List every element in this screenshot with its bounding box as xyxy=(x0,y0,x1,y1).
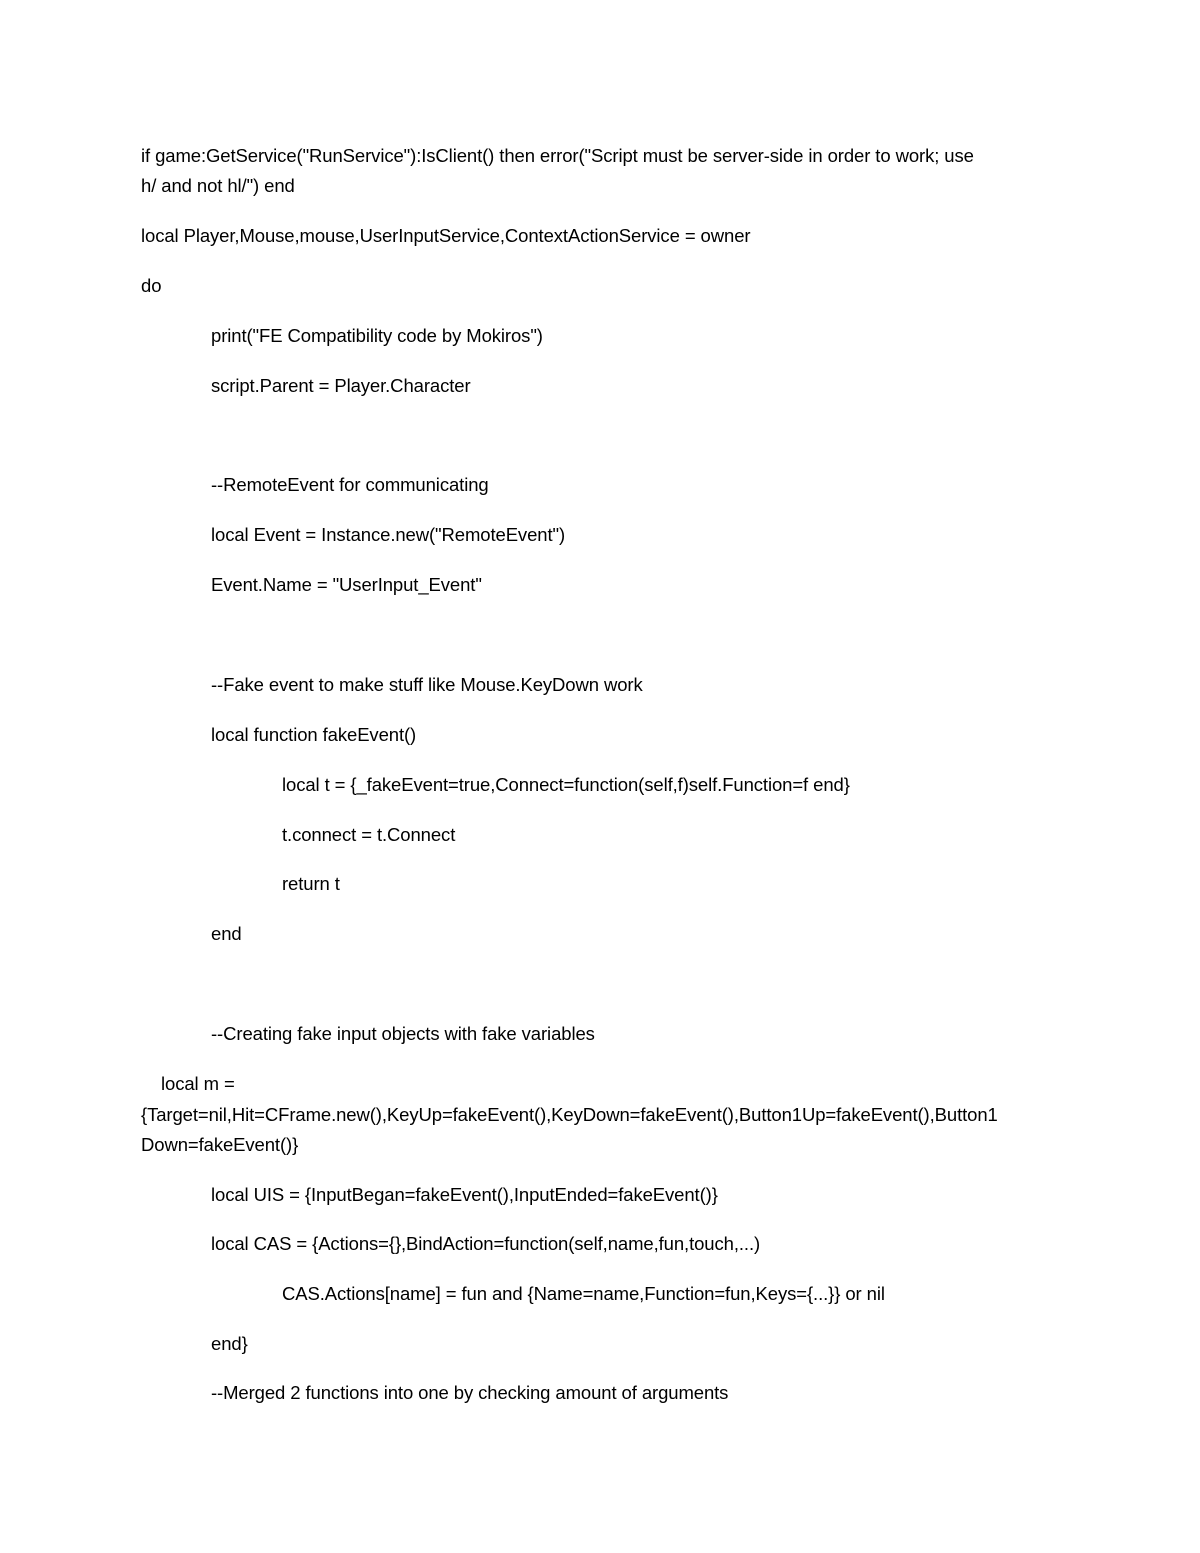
code-line: t.connect = t.Connect xyxy=(282,824,456,845)
code-comment: --Fake event to make stuff like Mouse.KeyDown work xyxy=(211,674,643,695)
code-line: local m = xyxy=(161,1073,235,1094)
code-line: script.Parent = Player.Character xyxy=(211,375,471,396)
code-line: local UIS = {InputBegan=fakeEvent(),InputEnded=fakeEvent()} xyxy=(211,1184,718,1205)
code-line: Event.Name = "UserInput_Event" xyxy=(211,574,482,595)
code-line: local function fakeEvent() xyxy=(211,724,417,745)
code-line: {Target=nil,Hit=CFrame.new(),KeyUp=fakeEvent(),KeyDown=fakeEvent(),Button1Up=fakeEvent(),Button1 xyxy=(141,1104,998,1125)
code-line: end xyxy=(211,923,242,944)
code-line: if game:GetService("RunService"):IsClient() then error("Script must be server-side in order to work; use xyxy=(141,145,974,166)
code-line: do xyxy=(141,275,162,296)
code-line: print("FE Compatibility code by Mokiros") xyxy=(211,325,543,346)
code-comment: --RemoteEvent for communicating xyxy=(211,474,489,495)
code-line: h/ and not hl/") end xyxy=(141,175,295,196)
code-line: return t xyxy=(282,873,340,894)
code-line: local Event = Instance.new("RemoteEvent") xyxy=(211,524,566,545)
code-line: end} xyxy=(211,1333,248,1354)
code-line: local CAS = {Actions={},BindAction=function(self,name,fun,touch,...) xyxy=(211,1233,761,1254)
code-line: Down=fakeEvent()} xyxy=(141,1134,299,1155)
code-comment: --Merged 2 functions into one by checking amount of arguments xyxy=(211,1382,729,1403)
code-line: local Player,Mouse,mouse,UserInputService,ContextActionService = owner xyxy=(141,225,751,246)
code-line: CAS.Actions[name] = fun and {Name=name,Function=fun,Keys={...}} or nil xyxy=(282,1283,885,1304)
code-line: local t = {_fakeEvent=true,Connect=function(self,f)self.Function=f end} xyxy=(282,774,850,795)
code-comment: --Creating fake input objects with fake variables xyxy=(211,1023,595,1044)
